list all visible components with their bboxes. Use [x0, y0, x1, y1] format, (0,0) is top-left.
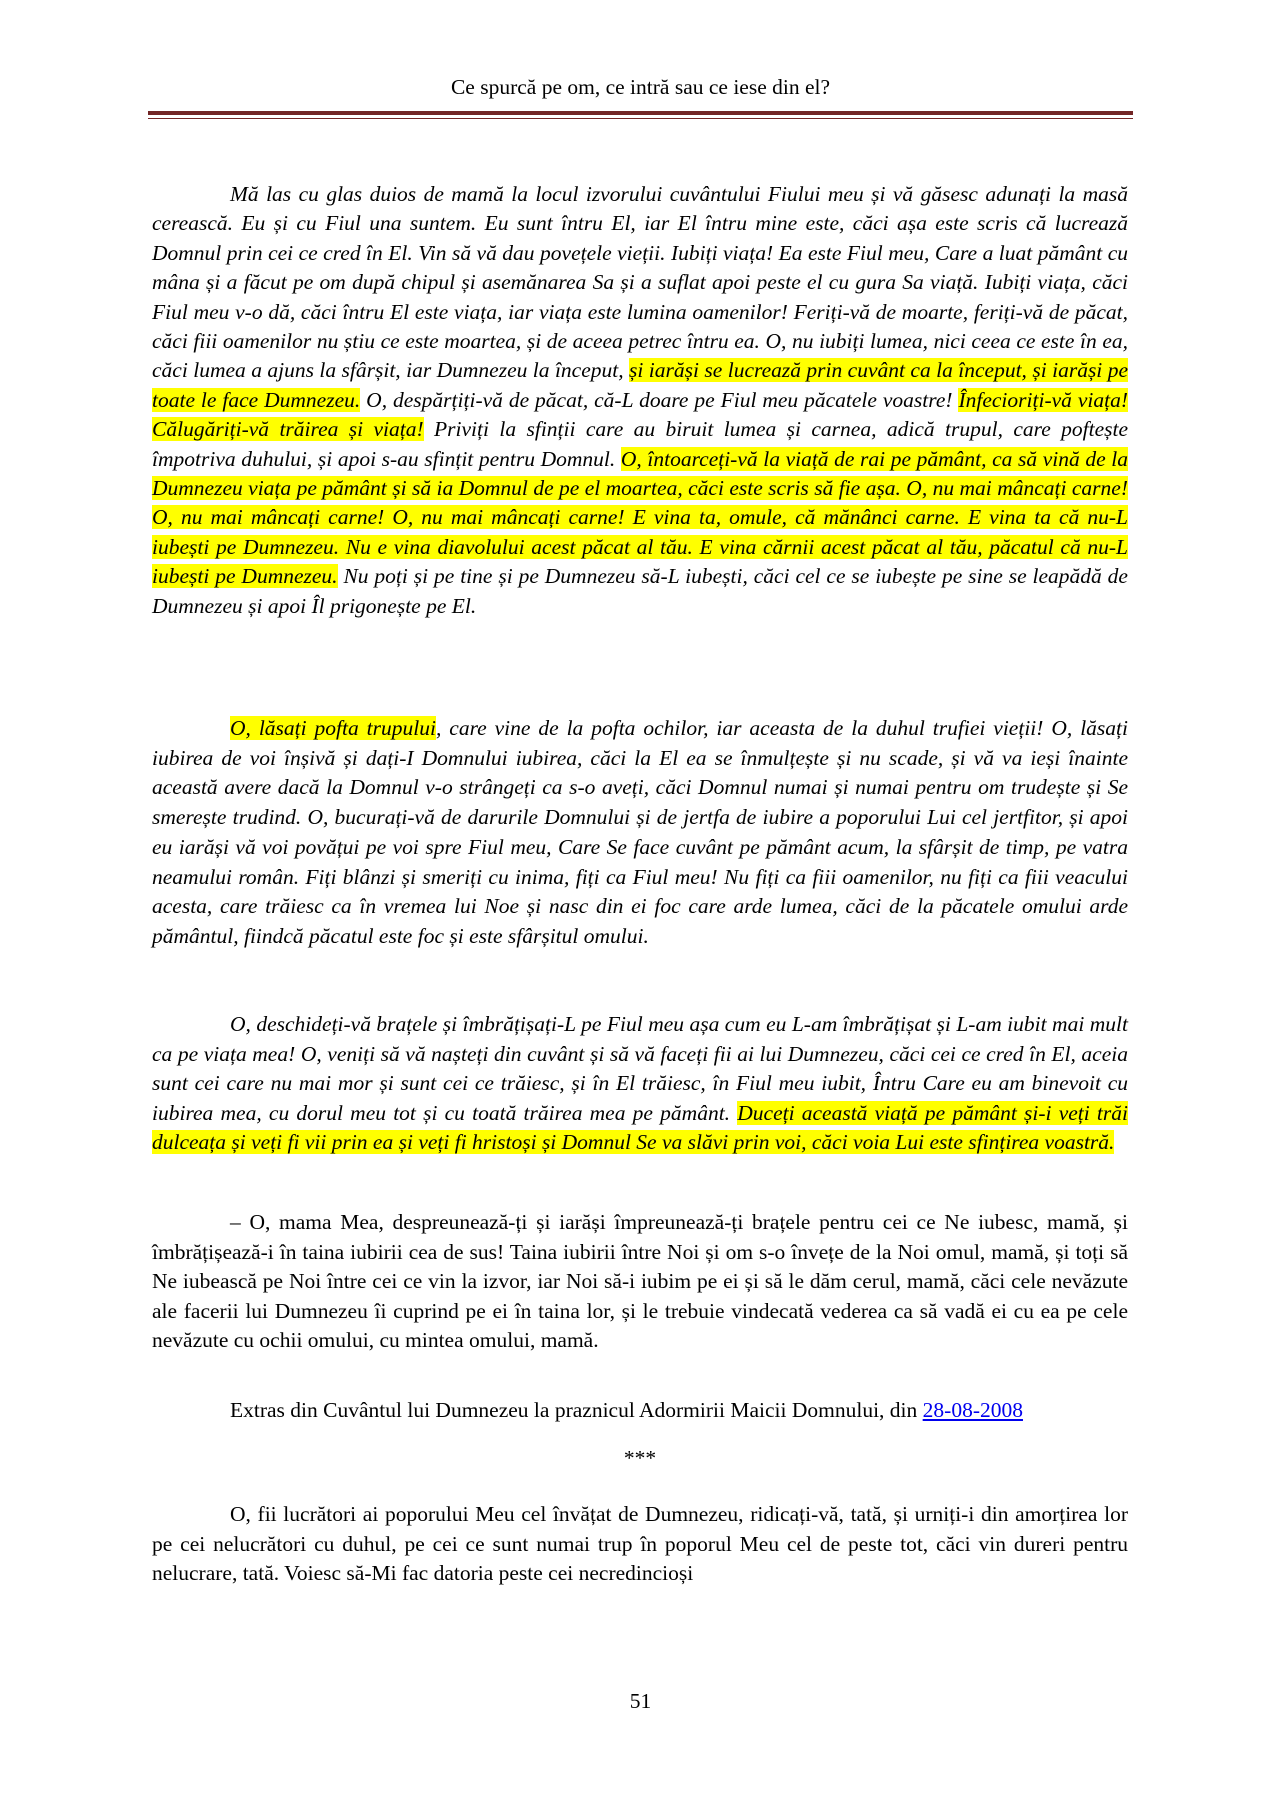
running-header-title: Ce spurcă pe om, ce intră sau ce iese din el?	[450, 75, 831, 99]
page-number: 51	[629, 1689, 652, 1713]
paragraph-1-text-3: Priviți la sfinții care au biruit lumea și carnea, adică trupul, care poftește împotriva duhului, și apoi s-au sfințit pentru Domnul.	[152, 417, 1128, 471]
paragraph-2-text-1: , care vine de la pofta ochilor, iar aceasta de la duhul trufiei vieții! O, lăsați iubirea de voi înșivă și dați-I Domnului iubirea, căci la El ea se înmulțește și nu scade, și vă va ieși înainte această avere dacă la Domnul v-o strângeți ca s-o aveți, căci Domnul numai și numai pentru om trudește și Se smerește trudind. O, bucurați-vă de darurile Domnului și de jertfa de iubire a poporului Lui cel jertfitor, și apoi eu iarăși vă voi povățui pe voi spre Fiul meu, Care Se face cuvânt pe pământ acum, la sfârșit de timp, pe vatra neamului român. Fiți blânzi și smeriți cu inima, fiți ca Fiul meu! Nu fiți ca fiii oamenilor, nu fiți ca fiii veacului acesta, care trăiesc ca în vremea lui Noe și nasc din ei foc care arde lumea, căci de la păcatele omului arde pământul, fiindcă păcatul este foc și este sfârșitul omului.	[152, 716, 1128, 948]
paragraph-1	[152, 180, 1128, 621]
section-separator: ***	[623, 1446, 657, 1470]
paragraph-1-text-1: Mă las cu glas duios de mamă la locul izvorului cuvântului Fiului meu și vă găsesc adunați la masă cerească. Eu și cu Fiul una suntem. Eu sunt întru El, iar El întru mine este, căci așa este scris că lucrează Domnul prin cei ce cred în El. Vin să vă dau povețele vieții. Iubiți viața! Ea este Fiul meu, Care a luat pământ cu mâna și a făcut pe om după chipul și asemănarea Sa și a suflat apoi peste el cu gura Sa viață. Iubiți viața, căci Fiul meu v-o dă, căci întru El este viața, iar viața este lumina oamenilor! Feriți-vă de moarte, feriți-vă de păcat, căci fiii oamenilor nu știu ce este moartea, și de aceea petrec întru ea. O, nu iubiți lumea, nici ceea ce este în ea, căci lumea a ajuns la sfârșit, iar Dumnezeu la început,	[152, 182, 1128, 383]
paragraph-1-highlight-2: Înfecioriți-vă viața! Călugăriți-vă trăirea și viața!	[152, 387, 1128, 442]
paragraph-4-text-1: – O, mama Mea, despreunează-ți și iarăși împreunează-ți brațele pentru cei ce Ne iubesc, mamă, și îmbrățișează-i în taina iubirii cea de sus! Taina iubirii între Noi și om s-o învețe de la Noi omul, mamă, și toți să Ne iubească pe Noi între cei ce vin la izvor, iar Noi să-i iubim pe ei și să le dăm cerul, mamă, căci cele nevăzute ale facerii lui Dumnezeu îi cuprind pe ei în taina lor, și le trebuie vindecată vederea ca să vadă ei cu ea pe cele nevăzute cu ochii omului, cu mintea omului, mamă.	[152, 1210, 1128, 1352]
paragraph-1-highlight-1: și iarăși se lucrează prin cuvânt ca la început, și iarăși pe toate le face Dumnezeu.	[152, 358, 1129, 412]
paragraph-3	[152, 1010, 1128, 1158]
paragraph-3-highlight-1: Duceți această viață pe pământ și-i veți trăi dulceața și veți fi vii prin ea și veți fi hristoși și Domnul Se va slăvi prin voi, căci voia Lui este sfințirea voastră.	[152, 1100, 1128, 1154]
source-date-link[interactable]: 28-08-2008	[922, 1398, 1023, 1422]
source-note	[152, 1396, 1128, 1426]
source-note-text: Extras din Cuvântul lui Dumnezeu la praznicul Adormirii Maicii Domnului, din	[230, 1398, 923, 1422]
paragraph-4	[152, 1208, 1128, 1356]
paragraph-3-text-1: O, deschideți-vă brațele și îmbrățișați-L pe Fiul meu așa cum eu L-am îmbrățișat și L-am iubit mai mult ca pe viața mea! O, veniți să vă nașteți din cuvânt și să vă faceți fii ai lui Dumnezeu, căci cei ce cred în El, aceia sunt cei care nu mai mor și sunt cei ce trăiesc, și în El trăiesc, în Fiul meu iubit, Întru Care eu am binevoit cu iubirea mea, cu dorul meu tot și cu toată trăirea mea pe pământ.	[152, 1012, 1128, 1125]
paragraph-2	[152, 714, 1128, 952]
header-rule-thick	[148, 111, 1133, 115]
paragraph-6-text-1: O, fii lucrători ai poporului Meu cel învățat de Dumnezeu, ridicați-vă, tată, și urniți-i din amorțirea lor pe cei nelucrători cu duhul, pe cei ce sunt numai trup în poporul Meu cel de peste tot, căci vin dureri pentru nelucrare, tată. Voiesc să-Mi fac datoria peste cei necredincioși	[152, 1502, 1128, 1585]
paragraph-1-text-2: O, despărțiți-vă de păcat, că-L doare pe Fiul meu păcatele voastre!	[360, 387, 959, 412]
paragraph-1-text-4: Nu poți și pe tine și pe Dumnezeu să-L iubești, căci cel ce se iubește pe sine se leapădă de Dumnezeu și apoi Îl prigonește pe El.	[152, 564, 1128, 618]
header-rule-thin	[148, 118, 1133, 119]
paragraph-6	[152, 1500, 1128, 1589]
paragraph-1-highlight-3: O, întoarceți-vă la viață de rai pe pământ, ca să vină de la Dumnezeu viața pe pământ și să ia Domnul de pe el moartea, căci este scris să fie așa. O, nu mai mâncați carne! O, nu mai mâncați carne! O, nu mai mâncați carne! E vina ta, omule, că mănânci carne. E vina ta că nu-L iubești pe Dumnezeu. Nu e vina diavolului acest păcat al tău. E vina cărnii acest păcat al tău, păcatul că nu-L iubești pe Dumnezeu.	[152, 446, 1128, 589]
paragraph-2-highlight-1: O, lăsați pofta trupului	[230, 716, 436, 740]
